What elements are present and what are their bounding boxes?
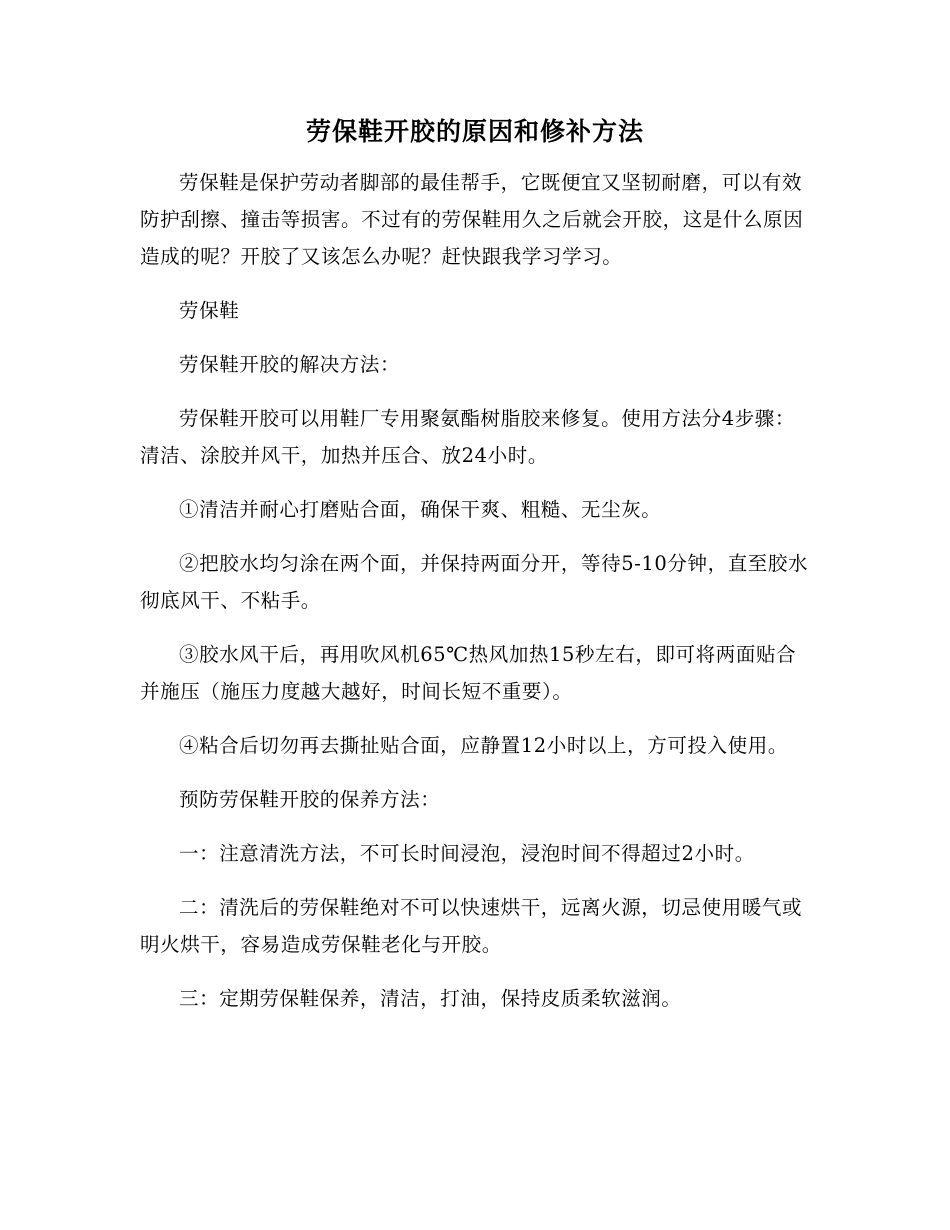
- paragraph-repair-overview: 劳保鞋开胶可以用鞋厂专用聚氨酯树脂胶来修复。使用方法分4步骤：清洁、涂胶并风干，加热并压合、放24小时。: [140, 407, 796, 467]
- section-heading-solutions: 劳保鞋开胶的解决方法：: [179, 353, 401, 376]
- prevention-item-3: 三：定期劳保鞋保养，清洁，打油，保持皮质柔软滋润。: [179, 987, 682, 1010]
- paragraph-caption: 劳保鞋: [179, 299, 240, 322]
- step-2: ②把胶水均匀涂在两个面，并保持两面分开，等待5-10分钟，直至胶水彻底风干、不粘手。: [140, 552, 809, 612]
- prevention-item-2: 二：清洗后的劳保鞋绝对不可以快速烘干，远离火源，切忌使用暖气或明火烘干，容易造成劳保鞋老化与开胶。: [140, 896, 803, 956]
- paragraph-intro: 劳保鞋是保护劳动者脚部的最佳帮手，它既便宜又坚韧耐磨，可以有效防护刮擦、撞击等损害。不过有的劳保鞋用久之后就会开胶，这是什么原因造成的呢？开胶了又该怎么办呢？赶快跟我学习学习。: [140, 171, 804, 268]
- section-heading-prevention: 预防劳保鞋开胶的保养方法：: [179, 788, 441, 811]
- prevention-item-1: 一：注意清洗方法，不可长时间浸泡，浸泡时间不得超过2小时。: [179, 842, 755, 865]
- document-title: 劳保鞋开胶的原因和修补方法: [305, 117, 644, 146]
- step-4: ④粘合后切勿再去撕扯贴合面，应静置12小时以上，方可投入使用。: [179, 734, 788, 757]
- step-1: ①清洁并耐心打磨贴合面，确保干爽、粗糙、无尘灰。: [179, 498, 662, 521]
- document-body: [140, 164, 812, 1034]
- step-3: ③胶水风干后，再用吹风机65℃热风加热15秒左右，即可将两面贴合并施压（施压力度越大越好，时间长短不重要）。: [140, 643, 797, 703]
